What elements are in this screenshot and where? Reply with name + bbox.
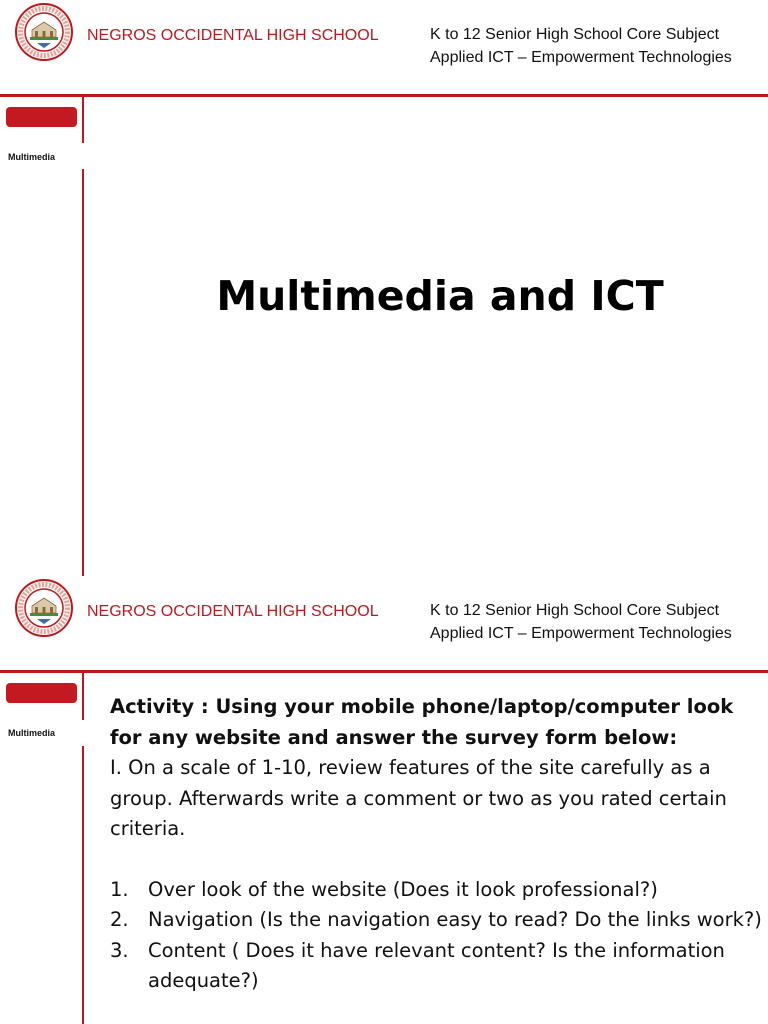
criteria-list	[110, 875, 762, 997]
subject-title	[430, 23, 732, 69]
list-item	[110, 905, 762, 936]
list-item	[110, 936, 762, 997]
list-item-text: Navigation (Is the navigation easy to read? Do the links work?)	[148, 908, 762, 931]
school-name: NEGROS OCCIDENTAL HIGH SCHOOL	[87, 27, 379, 44]
slide-2	[0, 576, 768, 1024]
activity-heading: Activity : Using your mobile phone/laptop/computer look for any website and answer the survey form below:	[110, 695, 734, 749]
header-divider	[0, 94, 768, 97]
subject-line-1: K to 12 Senior High School Core Subject	[430, 602, 720, 619]
activity-instructions: I. On a scale of 1-10, review features of the site carefully as a group. Afterwards write a comment or two as you rated certain criteria.	[110, 756, 727, 840]
school-logo-icon	[15, 579, 73, 637]
section-tag-gap	[81, 143, 86, 169]
subject-line-1: K to 12 Senior High School Core Subject	[430, 26, 720, 43]
subject-line-2: Applied ICT – Empowerment Technologies	[430, 625, 732, 642]
header-divider	[0, 670, 768, 673]
list-item-text: Content ( Does it have relevant content? Is the information adequate?)	[148, 938, 725, 992]
subject-line-2: Applied ICT – Empowerment Technologies	[430, 49, 732, 66]
activity-content	[110, 692, 762, 997]
list-item	[110, 875, 762, 906]
slide-header	[0, 576, 768, 672]
subject-title	[430, 599, 732, 645]
section-tab	[6, 683, 77, 703]
slide-header	[0, 0, 768, 96]
school-logo-icon	[15, 3, 73, 61]
list-item-number: 2.	[110, 908, 129, 931]
section-tag-gap	[81, 720, 86, 746]
slide-title: Multimedia and ICT	[216, 272, 664, 320]
list-item-number: 3.	[110, 938, 129, 962]
list-item-text: Over look of the website (Does it look professional?)	[148, 877, 658, 901]
list-item-number: 1.	[110, 877, 129, 901]
section-tab	[6, 107, 77, 127]
section-tag: Multimedia	[8, 152, 56, 162]
section-tag: Multimedia	[8, 728, 56, 738]
school-name: NEGROS OCCIDENTAL HIGH SCHOOL	[87, 603, 379, 620]
